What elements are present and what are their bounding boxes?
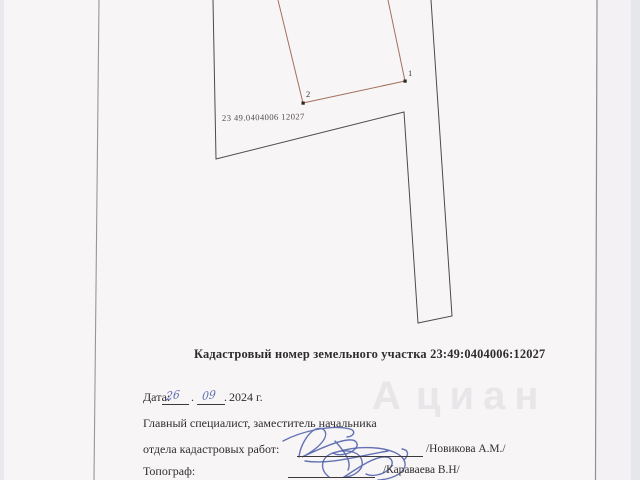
official-name-2: /Караваева В.Н/ [383,464,460,476]
signature-underline-2 [288,477,375,478]
page-edge-line-right [596,0,598,480]
parcel-number-label: 23 49.0404006 12027 [221,111,305,123]
vertex-dot-1 [404,80,407,83]
date-separator-1: . [191,390,194,404]
signature-novikova [283,427,388,470]
watermark-text: циан [415,374,548,418]
parcel-boundary-line [278,0,405,103]
date-month-handwritten: 09 [201,387,217,404]
official-position-line-3: Топограф: [143,464,196,478]
document-title: Кадастровый номер земельного участка 23:49:0404006:12027 [194,347,546,361]
official-position-line-2: отдела кадастровых работ: [143,442,280,456]
date-year: 2024 г. [229,390,263,404]
page-edge-line-left [94,0,99,480]
vertex-label-2: 2 [306,89,311,99]
date-separator-2: . [224,390,227,404]
date-underline-month [197,404,225,405]
official-name-1: /Новикова А.М./ [426,443,506,455]
land-boundary-line [213,0,452,323]
official-position-line-1: Главный специалист, заместитель начальника [143,416,377,430]
date-label: Дата: [143,390,171,404]
signature-underline-1 [297,456,423,457]
date-day-handwritten: 26 [165,387,181,404]
date-underline-day [162,404,189,405]
watermark-partial-letter: А [372,374,410,418]
vertex-label-1: 1 [408,68,413,78]
vertex-dot-2 [302,102,305,105]
